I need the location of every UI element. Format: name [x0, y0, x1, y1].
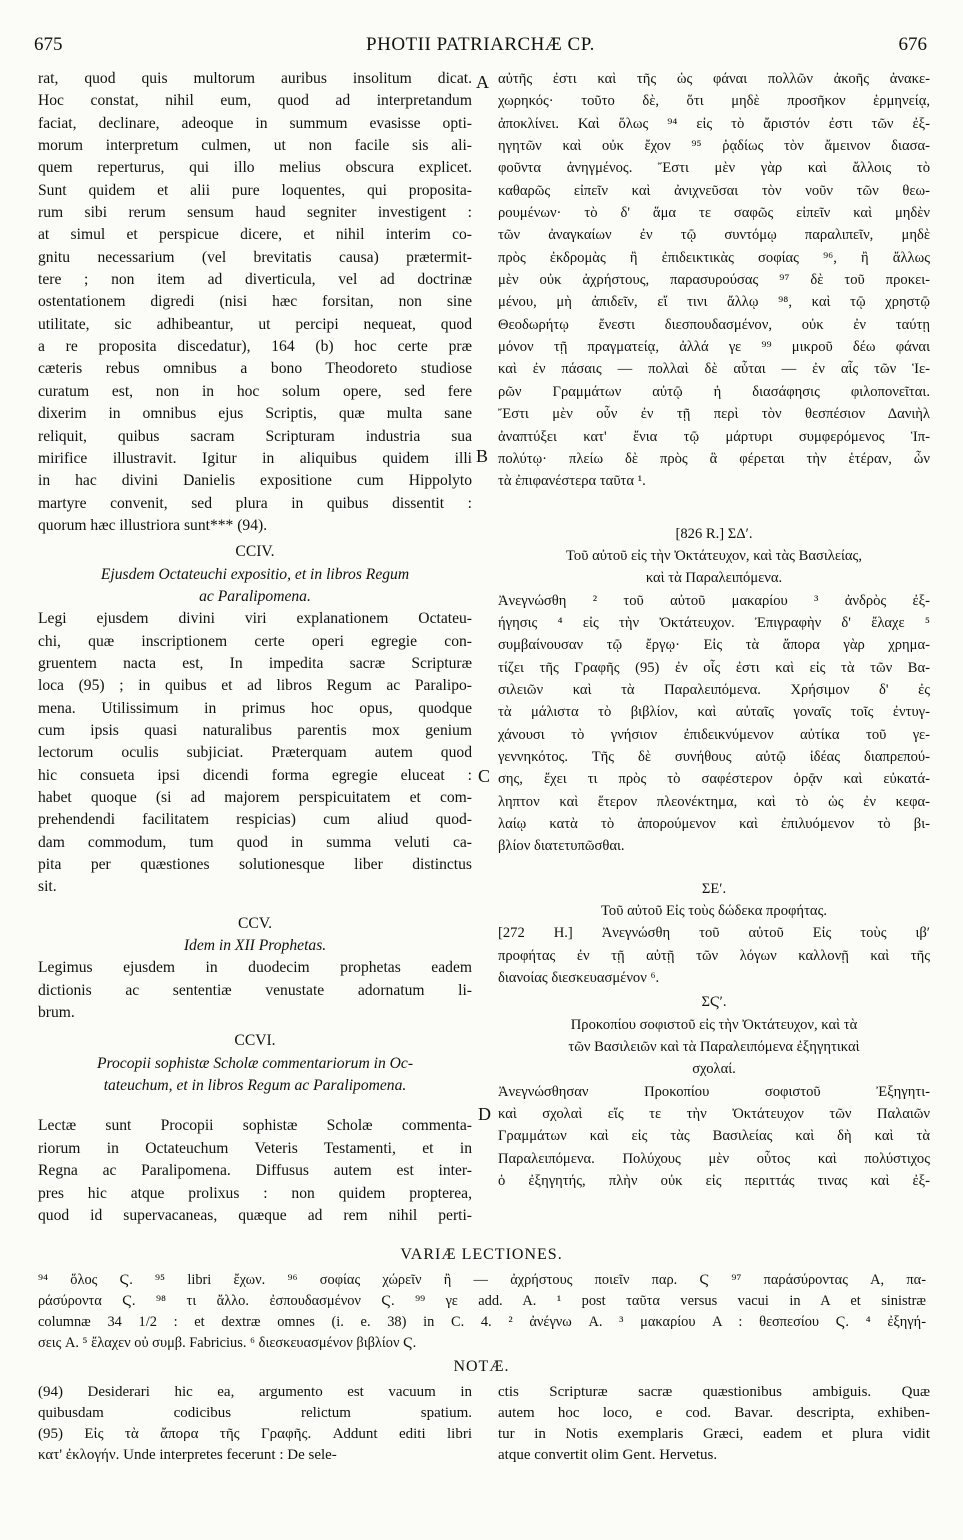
- greek-text-line: προφήτας ἐν τῇ αὐτῇ τῶν λόγων καλλονῇ καὶ τῆς: [498, 947, 930, 964]
- variae-line: σεις A. ⁵ ἔλαχεν οὐ συμβ. Fabricius. ⁶ διεσκευασμένον βιβλίον Ϛ.: [38, 1335, 417, 1351]
- greek-text-line: ἀναπτύξει κατ' ἔνια τῷ μάρτυρι συμφερόμενος Ἱπ-: [498, 428, 930, 445]
- greek-chapter-205-number: ΣΕʹ.: [701, 880, 727, 897]
- greek-text-line: ἀποκλίνει. Καὶ ὅλως ⁹⁴ εἰς τὸ ἄριστόν ἐστι τῶν ἐξ-: [498, 115, 930, 132]
- left-page-number: 675: [34, 34, 63, 55]
- variae-line: columnæ 34 1/2 : et dextræ omnes (i. e. 38) in C. 4. ² ἀνέγνω A. ³ μακαρίου A : θεσπεσίου Ϛ. ⁴ ἐξηγή-: [38, 1314, 926, 1330]
- latin-text-line: curatum est, non in hoc solum opere, sed fere: [38, 382, 472, 400]
- greek-text-line: Παραλειπόμενα. Πολύχους μὲν οὗτος καὶ πολύστιχος: [498, 1150, 930, 1167]
- greek-chapter-206-title-end: σχολαί.: [692, 1061, 736, 1078]
- greek-chapter-204-title: Τοῦ αὐτοῦ εἰς τὴν Ὀκτάτευχον, καὶ τὰς Βασιλείας,: [566, 547, 862, 564]
- latin-text-line: faciat, declinare, adeoque in summum evasisse opti-: [38, 114, 472, 132]
- latin-text-line: quorum hæc illustriora sunt*** (94).: [38, 516, 268, 534]
- greek-text-line: μένου, μὴ ἀπιδεῖν, εἴ τινι ἄλλῳ ⁹⁸, καὶ τῷ χρηστῷ: [498, 294, 930, 311]
- section-marker-c: C: [478, 766, 491, 786]
- latin-text-line: at simul et perspicue dicere, et nihil interim co-: [38, 226, 472, 244]
- latin-text-line: cæteris rebus omnibus a bono Theodoreto studiose: [38, 360, 472, 378]
- latin-chapter-206-title-cont: tateuchum, et in libros Regum ac Paralipomena.: [103, 1077, 407, 1095]
- greek-chapter-206-title: Προκοπίου σοφιστοῦ εἰς τὴν Ὀκτάτευχον, καὶ τὰ: [570, 1016, 858, 1033]
- greek-text-line: τίζει τῆς Γραφῆς (95) ἐν οἷς ἐστι καὶ εἰς τὰ τῶν Βα-: [498, 659, 930, 676]
- latin-text-line: tere ; non item ad diverticula, vel ad doctrinæ: [38, 271, 472, 289]
- greek-text-line: σιλειῶν καὶ τὰ Παραλειπόμενα. Χρήσιμον δ' ἐς: [498, 681, 930, 698]
- latin-text-line: rat, quod quis multorum auribus insolitum dicat.: [38, 70, 472, 87]
- latin-text-line: prehendendi facilitatem respicias) cum aliud quod-: [38, 811, 472, 829]
- latin-text-line: mena. Utilissimum in primus hoc opus, quodque: [38, 699, 472, 717]
- greek-text-line: φοῦντα ἀνηγμένος. Ἔστι μὲν γὰρ καὶ ἄλλοις τὸ: [498, 160, 930, 177]
- running-title: PHOTII PATRIARCHÆ CP.: [366, 34, 595, 55]
- note-line: (95) Εἰς τὰ ἄπορα τῆς Γραφῆς. Addunt editi libri: [38, 1426, 472, 1442]
- greek-text-line: καὶ ἐν πάσαις — πολλαὶ δὲ αὗται — ἐν αἷς τῶν Ἱε-: [498, 361, 930, 378]
- latin-text-line: loca (95) ; in quibus et ad libros Regum ac Paralipo-: [38, 677, 472, 695]
- latin-text-line: pita per quæstiones solutionesque liber distinctus: [38, 856, 472, 874]
- latin-text-line: in hac divini Danielis expositione cum Hippolyto: [38, 472, 472, 490]
- note-line: quibusdam codicibus relictum spatium.: [38, 1405, 472, 1421]
- latin-chapter-204-text: [38, 608, 472, 898]
- note-line: ctis Scripturæ sacræ quæstionibus ambiguis. Quæ: [498, 1384, 930, 1400]
- note-line: autem hoc loco, e cod. Bavar. descripta, exhiben-: [498, 1405, 930, 1421]
- variae-lectiones-title: VARIÆ LECTIONES.: [400, 1246, 563, 1263]
- latin-text-line: hic consueta ipsi dicendi forma egregie eluceat :: [38, 766, 472, 784]
- latin-chapter-206-number: CCVI.: [234, 1032, 276, 1050]
- greek-text-line: Ἀνεγνώσθη ² τοῦ αὐτοῦ μακαρίου ³ ἀνδρὸς ἐξ-: [498, 592, 930, 609]
- section-marker-a: A: [476, 72, 489, 92]
- greek-text-line: Γραμμάτων καὶ εἰς τὰς Βασιλείας καὶ δὴ καὶ τὰ: [498, 1128, 930, 1145]
- latin-text-line: dixerim in omnibus ejus Scriptis, quæ multa sane: [38, 405, 472, 423]
- greek-text-line: ηγητῶν καὶ οὐκ ἔχον ⁹⁵ ῥᾳδίως τὸν ἄμεινον διασα-: [498, 138, 930, 155]
- latin-text-line: gnitu necessarium (vel brevitatis causa) prætermit-: [38, 248, 472, 266]
- latin-text-line: utilitate, sic adhibeantur, ut percipi nequeat, quod: [38, 315, 472, 333]
- greek-text-line: τὰ ἐπιφανέστερα ταῦτα ¹.: [498, 473, 646, 490]
- greek-chapter-204-text: [498, 590, 930, 858]
- greek-column: [498, 68, 930, 1193]
- greek-text-line: καθαρῶς εἰπεῖν καὶ ἀνιχνεῦσαι τὸν νοῦν τῶν θεω-: [498, 182, 930, 199]
- greek-chapter-205-text: [498, 922, 930, 989]
- greek-intro-paragraph: [498, 68, 930, 493]
- greek-text-line: διανοίας διεσκευασμένον ⁶.: [498, 970, 660, 987]
- greek-text-line: ὁ ἐξηγητής, πλὴν οὐκ εἰς περιττάς τινας καὶ ἐξ-: [498, 1173, 930, 1190]
- latin-text-line: a re proposita discedatur), 164 (b) hoc certe præ: [38, 338, 472, 356]
- latin-text-line: habet quoque (si ad majorem perspicuitatem et com-: [38, 789, 472, 806]
- latin-chapter-205-text: [38, 957, 472, 1024]
- latin-text-line: chi, quæ inscriptionem certe operi egregie con-: [38, 632, 472, 650]
- latin-text-line: martyre convenit, sed plura in quibus dissentit :: [38, 494, 472, 512]
- latin-text-line: Regna ac Paralipomena. Diffusus autem est inter-: [38, 1162, 472, 1180]
- latin-text-line: pres hic atque prolixus : non quidem propterea,: [38, 1184, 472, 1202]
- greek-text-line: συμβαίνουσαν τῷ ἔργῳ· Εἰς τὰ ἄπορα γὰρ χρημα-: [498, 637, 930, 654]
- latin-text-line: gruentem nacta est, In impedita sacræ Scripturæ: [38, 654, 472, 672]
- greek-text-line: σης, ἔχει τι πρὸς τὸ σαφέστερον ὁρᾷν καὶ εὐκατά-: [498, 771, 930, 788]
- latin-text-line: dam commodum, tum quod in summa veluti ca-: [38, 833, 472, 851]
- variae-line: ⁹⁴ ὅλος Ϛ. ⁹⁵ libri ἔχων. ⁹⁶ σοφίας χώρεῖν ἢ — ἀχρήστους ποιεῖν παρ. Ϛ ⁹⁷ παράσύροντας A, πα-: [38, 1272, 926, 1288]
- note-line: κατ' ἐκλογήν. Unde interpretes fecerunt : De sele-: [38, 1447, 337, 1463]
- latin-chapter-205-number: CCV.: [238, 914, 272, 932]
- latin-text-line: quem reperturus, qui illo melius obscura explicet.: [38, 159, 472, 177]
- latin-chapter-204-number: CCIV.: [235, 543, 275, 561]
- greek-chapter-206-text: [498, 1081, 930, 1193]
- greek-text-line: πρὸς ἐκδρομὰς ἢ ἐπιδεικτικὰς σοφίας ⁹⁶, ἢ ἄλλως: [498, 249, 930, 266]
- latin-text-line: reliquit, quibus sacram Scripturam industria sua: [38, 427, 472, 445]
- latin-text-line: Lectæ sunt Procopii sophistæ Scholæ commenta-: [38, 1117, 472, 1135]
- notae-title: NOTÆ.: [453, 1358, 510, 1375]
- greek-chapter-204-title-cont: καὶ τὰ Παραλειπόμενα.: [645, 570, 783, 587]
- greek-text-line: χωρηκός· τοῦτο δὲ, ὅτι μηδὲ προσῆκον ἑρμηνείᾳ,: [498, 93, 930, 110]
- greek-text-line: [272 H.] Ἀνεγνώσθη τοῦ αὐτοῦ Εἰς τοὺς ιβʹ: [498, 925, 930, 942]
- right-page-number: 676: [898, 34, 927, 55]
- note-line: tur in Notis exemplaris Græci, eadem et plura vidit: [498, 1426, 930, 1442]
- latin-text-line: Legi ejusdem divini viri explanationem Octateu-: [38, 610, 472, 628]
- latin-intro-paragraph: [38, 68, 472, 537]
- variae-line: ράσύροντα Ϛ. ⁹⁸ τι ἄλλο. ἐσπουδασμένον Ϛ. ⁹⁹ γε add. A. ¹ post ταῦτα versus vacui in A et sinistræ: [38, 1293, 926, 1309]
- latin-text-line: morum interpretum culmen, ut non facile sis ali-: [38, 137, 472, 155]
- greek-text-line: χάνουσι τὸ γνήσιον ἐπιδεικνύμενον αὐτίκα τοῦ γε-: [498, 726, 930, 743]
- greek-text-line: τῶν ἀναγκαίων ἐν τῷ συντόμῳ παραλιπεῖν, μηδὲ: [498, 227, 930, 244]
- notae-left-column: [38, 1382, 472, 1466]
- latin-text-line: Legimus ejusdem in duodecim prophetas eadem: [38, 959, 472, 977]
- note-line: (94) Desiderari hic ea, argumento est vacuum in: [38, 1384, 472, 1400]
- latin-chapter-204-title-cont: ac Paralipomena.: [199, 587, 311, 605]
- greek-text-line: Θεοδωρήτῳ ἔνεστι διεσπουδασμένον, οὐκ ἐν ταύτῃ: [498, 316, 930, 333]
- latin-text-line: rum sibi rerum sensum haud segniter investigent :: [38, 204, 472, 222]
- running-header: [34, 34, 927, 60]
- section-marker-b: B: [476, 446, 489, 466]
- latin-text-line: Sunt quidem et alii pure loquentes, qui proposita-: [38, 181, 472, 199]
- latin-text-line: mirifice illustravit. Igitur in aliquibus quidem illi: [38, 449, 472, 467]
- latin-text-line: riorum in Octateuchum Veteris Testamenti, et in: [38, 1139, 472, 1157]
- note-line: atque convertit olim Gent. Hervetus.: [498, 1447, 718, 1463]
- variae-lectiones-text: [38, 1270, 926, 1354]
- greek-text-line: αὐτῆς ἐστι καὶ τῆς ὡς φάναι πολλῶν ἀκοῆς ἀνακε-: [498, 71, 930, 87]
- latin-text-line: ostentationem digredi (nisi hæc forsitan, non sine: [38, 293, 472, 311]
- greek-text-line: πολύτῳ· πλείω δὲ πρὸς ἃ φέρεται τὴν ἑτέραν, ὧν: [498, 450, 930, 467]
- greek-text-line: καὶ σχολαὶ εἴς τε τὴν Ὀκτάτευχον τῶν Παλαιῶν: [498, 1106, 930, 1123]
- greek-chapter-206-title-cont: τῶν Βασιλειῶν καὶ τὰ Παραλειπόμενα ἐξηγητικαὶ: [568, 1039, 860, 1056]
- greek-text-line: μὲν οὐκ ἀχρήστους, παρασυρούσας ⁹⁷ δὲ τοῦ προκει-: [498, 272, 930, 289]
- greek-text-line: βλίον διατετυπῶσθαι.: [498, 838, 625, 855]
- greek-text-line: Ἀνεγνώσθησαν Προκοπίου σοφιστοῦ Ἐξηγητι-: [498, 1083, 930, 1100]
- latin-chapter-205-title: Idem in XII Prophetas.: [183, 937, 327, 955]
- greek-chapter-206-number: ΣϚʹ.: [701, 994, 727, 1011]
- greek-text-line: Ἔστι μὲν οὖν ἐν τῇ περὶ τὸν θεσπέσιον Δανιὴλ: [498, 406, 930, 423]
- notae-right-column: [498, 1382, 930, 1466]
- greek-text-line: μόνον τῇ πραγματείᾳ, ἀλλά γε ⁹⁹ μικροῦ δέω φάναι: [498, 339, 930, 356]
- latin-chapter-206-title: Procopii sophistæ Scholæ commentariorum in Oc-: [96, 1054, 414, 1072]
- latin-text-line: Hoc constat, nihil eum, quod ad interpretandum: [38, 92, 472, 110]
- section-marker-d: D: [478, 1104, 491, 1124]
- latin-text-line: quod id supervacaneas, quæque ad rem nihil perti-: [38, 1206, 472, 1224]
- latin-text-line: sit.: [38, 878, 57, 896]
- greek-text-line: τὰ μάλιστα τὸ βιβλίον, καὶ αὐταῖς γοναῖς τοῖς ἐντυγ-: [498, 704, 930, 721]
- latin-text-line: lectorum oculis subjiciat. Præterquam autem quod: [38, 744, 472, 762]
- greek-chapter-204-number: [826 R.] ΣΔʹ.: [675, 525, 753, 542]
- greek-text-line: ρῶν Γραμμάτων αὐτῷ ἡ διασάφησις φιλοπονεῖται.: [498, 383, 930, 400]
- greek-text-line: γεννηκότος. Τῆς δὲ συνήθους αὐτῷ ἰδέας διαπρεπού-: [498, 748, 930, 765]
- latin-chapter-204-title: Ejusdem Octateuchi expositio, et in libros Regum: [100, 565, 410, 583]
- latin-text-line: cum ipsis quasi naturalibus parentis mox genium: [38, 721, 472, 739]
- greek-text-line: ληπτον καὶ ἕτερον πλεονέκτημα, καὶ τὸ ὡς ἐν κεφα-: [498, 793, 930, 810]
- latin-chapter-206-text: [38, 1115, 472, 1227]
- greek-chapter-205-title: Τοῦ αὐτοῦ Εἰς τοὺς δώδεκα προφήτας.: [600, 903, 828, 920]
- greek-text-line: λαίῳ κατὰ τὸ ἀπορούμενον καὶ ἐπιλυόμενον τὸ βι-: [498, 816, 930, 832]
- latin-text-line: dictionis ac sententiæ venustate adornatum li-: [38, 981, 472, 999]
- greek-text-line: ήγησις ⁴ εἰς τὴν Ὀκτάτευχον. Ἐπιγραφὴν δ' ἔλαχε ⁵: [498, 614, 930, 631]
- greek-text-line: ρουμένων· τὸ δ' ἅμα τε σαφῶς εἰπεῖν καὶ μηδὲν: [498, 205, 930, 222]
- latin-text-line: brum.: [38, 1004, 75, 1022]
- latin-column: [38, 68, 472, 1227]
